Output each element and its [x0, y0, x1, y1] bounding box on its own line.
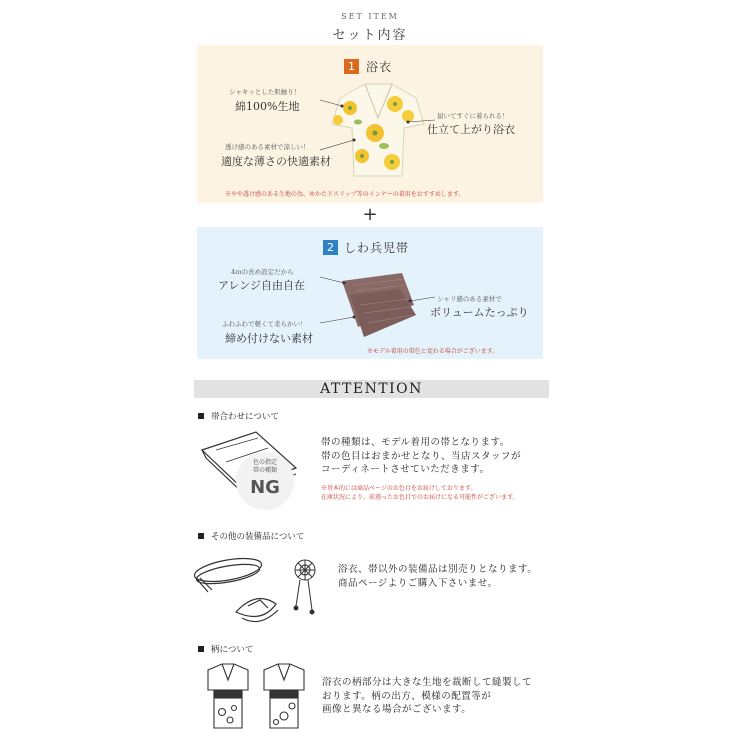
section-heading-pattern: [198, 643, 253, 655]
ng-label-type: 帯の種類: [252, 467, 277, 474]
section-heading-text: その他の装備品について: [211, 532, 305, 542]
ng-badge-label: [236, 459, 294, 475]
plus-sign: +: [362, 204, 378, 225]
pattern-kimono-icons: [202, 660, 312, 732]
obi-shape: [342, 273, 416, 337]
section3-line-2: おります。柄の出方、模様の配置等が: [322, 690, 492, 702]
geta-sandals-icon: [236, 599, 278, 622]
ng-label-color: 色の指定: [252, 459, 277, 466]
section1-line-1: 帯の種類は、モデル着用の帯となります。: [321, 437, 510, 448]
section-heading-accessories: [198, 530, 304, 542]
section-heading-text: 帯合わせについて: [211, 412, 279, 422]
section-heading-text: 柄について: [211, 645, 254, 655]
item-title-yukata: 浴衣: [366, 60, 393, 74]
obi-image: [320, 265, 435, 345]
section1-line-2: 帯の色目はおまかせとなり、当店スタッフが: [321, 450, 522, 462]
ng-text: NG: [250, 477, 280, 498]
attention-heading: ATTENTION: [194, 380, 549, 398]
square-bullet-icon: [198, 646, 204, 652]
section3-line-1: 浴衣の柄部分は大きな生地を裁断して縫製して: [322, 677, 533, 688]
obi-callout-3-small: シャリ感のある素材で: [437, 295, 502, 303]
section2-line-1: 浴衣、帯以外の装備品は別売りとなります。: [338, 564, 538, 575]
obi-callout-1-big: アレンジ自由自在: [218, 279, 306, 292]
item-number-badge-2: 2: [323, 240, 338, 255]
square-bullet-icon: [198, 533, 204, 539]
section1-note-2: 在庫状況により、前週ったお色目でのお届けになる可能性がございます。: [321, 494, 519, 501]
yukata-shape: [332, 84, 424, 176]
yukata-callout-2-small: 透け感のある素材で涼しい！: [225, 143, 310, 151]
obijime-cord-icon: [193, 554, 263, 592]
section1-notes: [321, 484, 519, 502]
section3-text: [322, 676, 532, 717]
section2-text: [338, 563, 537, 590]
section-heading-obi-matching: [198, 410, 279, 422]
kimono-icon: [264, 664, 304, 728]
section2-line-2: 商品ページよりご購入下さいませ。: [338, 577, 498, 589]
square-bullet-icon: [198, 413, 204, 419]
hair-ornament-icon: [294, 560, 315, 614]
set-item-label-en: SET ITEM: [341, 12, 399, 21]
yukata-callout-2-big: 適度な薄さの快適素材: [221, 155, 331, 168]
obi-callout-2-big: 締め付けない素材: [225, 332, 313, 345]
obi-note: ※モデル着用の帯色と変わる場合がございます。: [367, 348, 499, 355]
obi-callout-3-big: ボリュームたっぷり: [430, 306, 529, 319]
yukata-callout-3-big: 仕立て上がり浴衣: [427, 123, 515, 136]
yukata-image: [320, 78, 435, 183]
accessories-icon: [190, 548, 330, 630]
section1-line-3: コーディネートさせていただきます。: [321, 464, 490, 475]
obi-callout-1-small: 4ｍの長め設定だから: [231, 268, 294, 276]
item-number-badge-1: 1: [344, 59, 359, 74]
section1-note-1: ※基本的には商品ページのお色目をお届けしております。: [321, 485, 477, 492]
section1-text: [321, 436, 521, 477]
yukata-callout-1-big: 綿100%生地: [235, 100, 300, 113]
kimono-icon: [208, 664, 248, 728]
yukata-note: ※やや透け感のある生地の為、ゆかた下スリップ等のインナーの着用をおすすめします。: [225, 191, 465, 198]
yukata-callout-3-small: 届いてすぐに着られる！: [437, 112, 509, 120]
yukata-callout-1-small: シャキッとした肌触り！: [229, 88, 301, 96]
obi-callout-2-small: ふわふわで軽くて柔らかい！: [222, 320, 307, 328]
set-item-label-jp: セット内容: [332, 28, 408, 43]
item-title-obi: しわ兵児帯: [344, 241, 410, 255]
section3-line-3: 画像と異なる場合がございます。: [322, 704, 472, 715]
